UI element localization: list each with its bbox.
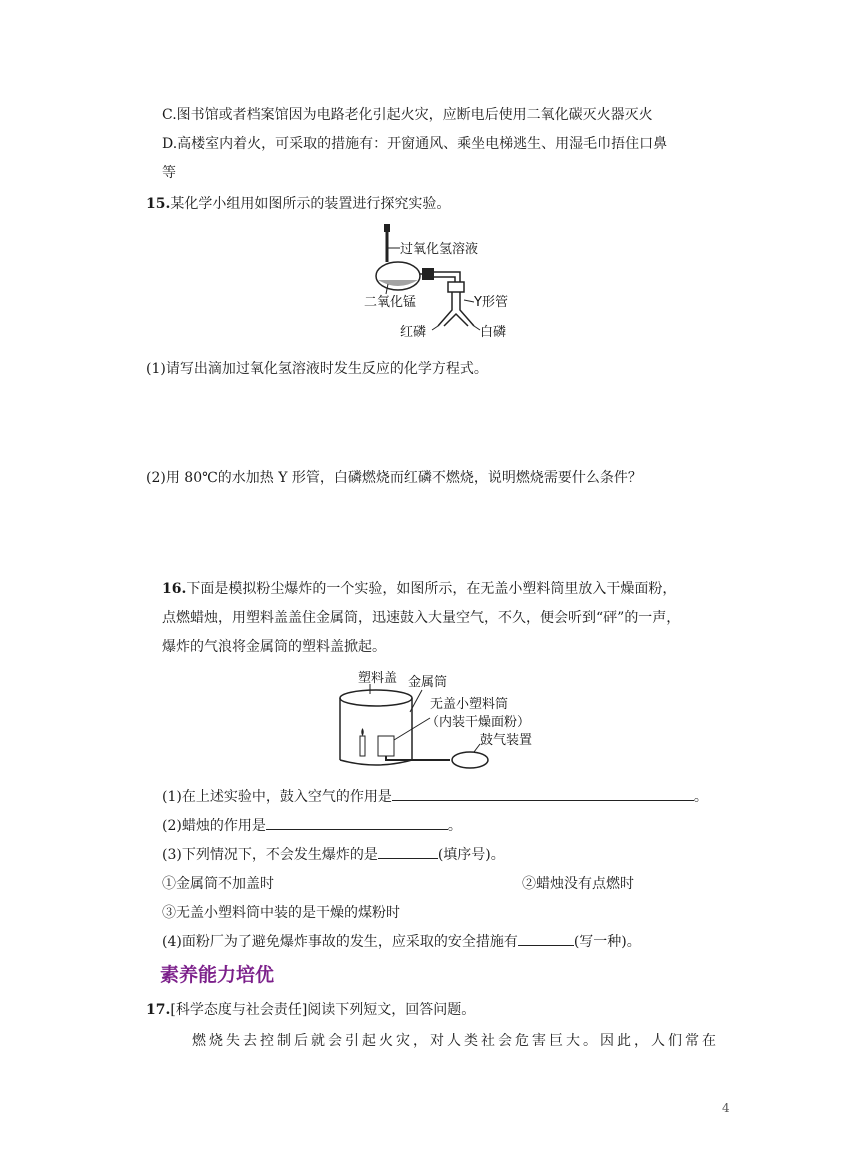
label-small-can-line2: （内装干燥面粉） bbox=[426, 715, 531, 730]
section-title: 素养能力培优 bbox=[160, 964, 275, 986]
page-number: 4 bbox=[722, 1101, 730, 1115]
label-small-can-line1: 无盖小塑料筒 bbox=[430, 697, 509, 712]
q16-opt1: ①金属筒不加盖时 bbox=[162, 876, 274, 892]
q16-part3-end: (填序号)。 bbox=[437, 847, 505, 863]
q17-number: 17. bbox=[146, 1002, 171, 1018]
label-manganese-dioxide: 二氧化锰 bbox=[364, 295, 417, 310]
option-c: C.图书馆或者档案馆因为电路老化引起火灾，应断电后使用二氧化碳灭火器灭火 bbox=[162, 107, 653, 123]
q15-part1: (1)请写出滴加过氧化氢溶液时发生反应的化学方程式。 bbox=[146, 361, 488, 377]
q16-opt3: ③无盖小塑料筒中装的是干燥的煤粉时 bbox=[162, 905, 400, 921]
q16-part1-text: (1)在上述实验中，鼓入空气的作用是 bbox=[162, 789, 392, 805]
q16-part2-blank[interactable] bbox=[266, 815, 448, 830]
label-blower: 鼓气装置 bbox=[480, 733, 533, 748]
q17-stem bbox=[146, 999, 475, 1019]
label-red-phosphorus: 红磷 bbox=[400, 325, 427, 340]
q16-part2 bbox=[162, 815, 462, 835]
q15-number: 15. bbox=[146, 196, 171, 212]
q16-part1-blank[interactable] bbox=[392, 786, 694, 801]
label-hydrogen-peroxide: 过氧化氢溶液 bbox=[400, 242, 479, 257]
label-plastic-lid: 塑料盖 bbox=[358, 671, 398, 686]
q16-stem-line1 bbox=[162, 578, 676, 598]
q16-number: 16. bbox=[162, 581, 187, 597]
option-d-line1: D.高楼室内着火，可采取的措施有：开窗通风、乘坐电梯逃生、用湿毛巾捂住口鼻 bbox=[162, 136, 668, 152]
q16-stem-line2: 点燃蜡烛，用塑料盖盖住金属筒，迅速鼓入大量空气，不久，便会听到“砰”的一声， bbox=[162, 610, 681, 626]
q16-stem-text1: 下面是模拟粉尘爆炸的一个实验，如图所示，在无盖小塑料筒里放入干燥面粉， bbox=[186, 581, 677, 597]
q16-part3-blank[interactable] bbox=[378, 844, 438, 859]
q16-stem-line3: 爆炸的气浪将金属筒的塑料盖掀起。 bbox=[162, 639, 386, 655]
q15-apparatus-figure bbox=[360, 222, 520, 342]
q16-part2-text: (2)蜡烛的作用是 bbox=[162, 818, 266, 834]
q16-opt2: ②蜡烛没有点燃时 bbox=[522, 876, 634, 892]
q15-stem bbox=[146, 193, 450, 213]
q17-stem-text: [科学态度与社会责任]阅读下列短文，回答问题。 bbox=[170, 1002, 476, 1018]
label-y-tube: Y形管 bbox=[474, 295, 508, 310]
option-d-line2: 等 bbox=[162, 165, 176, 181]
q16-part1 bbox=[162, 786, 708, 806]
q16-part2-end: 。 bbox=[447, 818, 462, 834]
q17-passage: 燃烧失去控制后就会引起火灾，对人类社会危害巨大。因此，人们常在 bbox=[192, 1033, 719, 1049]
q16-part4-end: (写一种)。 bbox=[573, 934, 641, 950]
label-white-phosphorus: 白磷 bbox=[480, 325, 507, 340]
q16-part4-blank[interactable] bbox=[518, 931, 574, 946]
q16-part3-text: (3)下列情况下，不会发生爆炸的是 bbox=[162, 847, 378, 863]
label-metal-can: 金属筒 bbox=[408, 675, 448, 690]
q16-part3 bbox=[162, 844, 505, 864]
q16-part1-end: 。 bbox=[693, 789, 708, 805]
q15-stem-text: 某化学小组用如图所示的装置进行探究实验。 bbox=[170, 196, 451, 212]
q16-dust-explosion-figure bbox=[330, 664, 550, 774]
q16-part4-text: (4)面粉厂为了避免爆炸事故的发生，应采取的安全措施有 bbox=[162, 934, 518, 950]
q15-part2: (2)用 80℃的水加热 Y 形管，白磷燃烧而红磷不燃烧，说明燃烧需要什么条件？ bbox=[146, 470, 642, 486]
q16-part4 bbox=[162, 931, 641, 951]
